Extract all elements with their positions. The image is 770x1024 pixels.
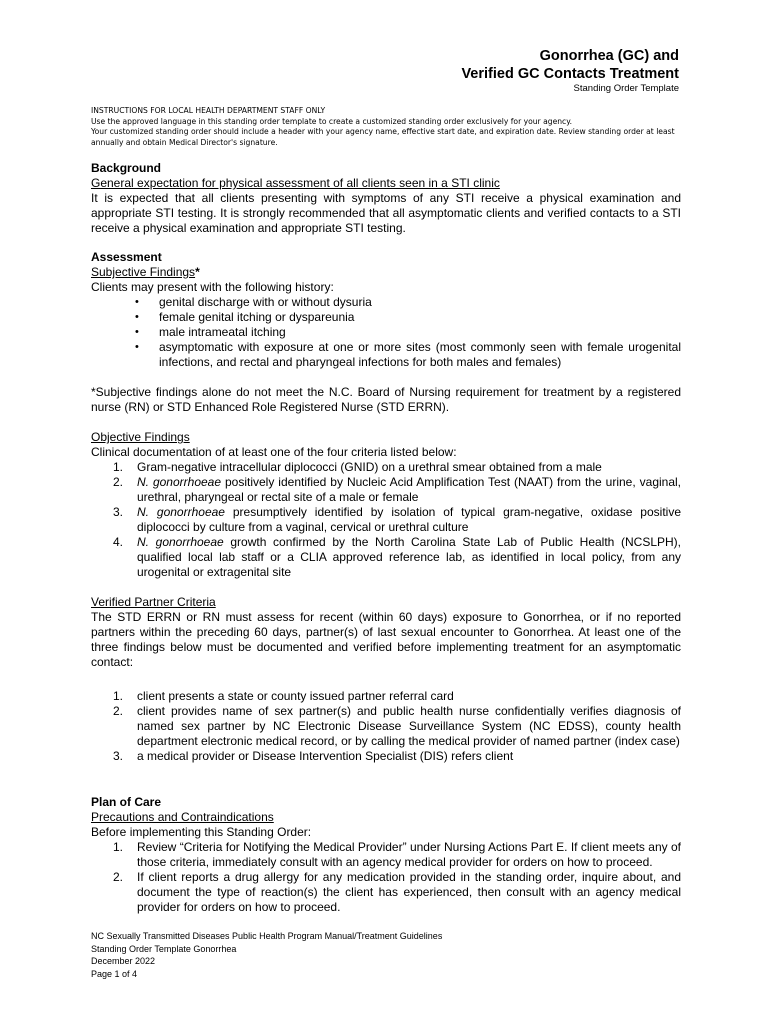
list-item [91, 749, 681, 764]
staff-instructions [91, 106, 681, 148]
bullet-icon: • [135, 341, 139, 353]
partner-item-text: client provides name of sex partner(s) and public health nurse confidentially verifies diagnosis of named sex partner by NC Electronic Disease Surveillance System (NC EDSS), county health department electronic medical record, or by calling the medical provider of named partner (index case) [137, 704, 681, 748]
partner-item-text: a medical provider or Disease Intervention Specialist (DIS) refers client [137, 749, 514, 763]
plan-item-text: Review “Criteria for Notifying the Medical Provider” under Nursing Actions Part E. If client meets any of those criteria, immediately consult with an agency medical provider for orders on how to proceed. [137, 840, 681, 869]
document-title-line1: Gonorrhea (GC) and [539, 48, 679, 64]
bullet-icon: • [135, 326, 139, 338]
organism-name: N. gonorrhoeae [137, 535, 224, 549]
list-item [91, 340, 681, 370]
item-number: 2. [113, 870, 124, 884]
item-number: 3. [113, 505, 124, 519]
subjective-findings-heading [91, 265, 681, 280]
instructions-line2: Your customized standing order should include a header with your agency name, effective start date, and expiration date. Review standing order at least annually and obtain Medical Director's signature. [91, 127, 675, 147]
item-number: 1. [113, 460, 124, 474]
document-title-line2: Verified GC Contacts Treatment [461, 66, 679, 82]
verified-partner-heading: Verified Partner Criteria [91, 595, 216, 609]
subjective-findings-label: Subjective Findings [91, 265, 196, 279]
item-number: 1. [113, 689, 124, 703]
bullet-icon: • [135, 311, 139, 323]
subjective-item-text: asymptomatic with exposure at one or more sites (most commonly seen with female urogenital infections, and rectal and pharyngeal infections for both males and females) [159, 340, 681, 369]
organism-name: N. gonorrhoeae [137, 475, 222, 489]
subjective-note: *Subjective findings alone do not meet the N.C. Board of Nursing requirement for treatment by a registered nurse (RN) or STD Enhanced Role Registered Nurse (STD ERRN). [91, 385, 681, 414]
list-item [91, 325, 681, 340]
subjective-item-text: male intrameatal itching [159, 325, 286, 339]
bullet-icon: • [135, 296, 139, 308]
verified-partner-text: The STD ERRN or RN must assess for recent (within 60 days) exposure to Gonorrhea, or if no reported partners within the preceding 60 days, partner(s) of last sexual encounter to Gonorrhea. At least one of the three findings below must be documented and verified before implementing treatment for an asymptomatic contact: [91, 610, 681, 669]
list-item [91, 840, 681, 870]
list-item [91, 505, 681, 535]
list-item [91, 475, 681, 505]
footer-template: Standing Order Template Gonorrhea [91, 943, 237, 954]
plan-intro: Before implementing this Standing Order: [91, 825, 312, 839]
footer-date: December 2022 [91, 956, 156, 966]
organism-name: N. gonorrhoeae [137, 505, 225, 519]
plan-heading: Plan of Care [91, 795, 162, 809]
list-item [91, 870, 681, 915]
precautions-heading: Precautions and Contraindications [91, 810, 274, 824]
item-number: 2. [113, 475, 124, 489]
plan-of-care-section [91, 795, 681, 915]
list-item [91, 689, 681, 704]
list-item [91, 310, 681, 325]
objective-findings-heading: Objective Findings [91, 430, 190, 444]
background-section [91, 161, 681, 236]
objective-item-text: presumptively identified by isolation of typical gram-negative, oxidase positive diplococci by culture from a vaginal, cervical or urethral culture [137, 505, 681, 534]
background-subheading: General expectation for physical assessment of all clients seen in a STI clinic [91, 176, 500, 190]
item-number: 4. [113, 535, 124, 549]
list-item [91, 460, 681, 475]
document-subtitle: Standing Order Template [573, 83, 679, 94]
objective-item-text: positively identified by Nucleic Acid Amplification Test (NAAT) from the urine, vaginal, urethral, pharyngeal or rectal site of a male or female [137, 475, 682, 504]
partner-item-text: client presents a state or county issued partner referral card [137, 689, 454, 703]
assessment-heading: Assessment [91, 250, 162, 264]
instructions-line1: Use the approved language in this standing order template to create a customized standing order exclusively for your agency. [91, 116, 573, 126]
plan-item-text: If client reports a drug allergy for any medication provided in the standing order, inquire about, and document the type of reaction(s) the client has experienced, then consult with an agency medical provider for orders on how to proceed. [137, 870, 681, 914]
subjective-item-text: genital discharge with or without dysuria [159, 295, 372, 309]
background-heading: Background [91, 161, 162, 175]
assessment-section [91, 250, 681, 764]
objective-item-text: growth confirmed by the North Carolina State Lab of Public Health (NCSLPH), qualified local lab staff or a CLIA approved reference lab, as identified in local policy, from any urogenital or extragenital site [137, 535, 682, 579]
list-item [91, 295, 681, 310]
objective-item-text: Gram-negative intracellular diplococci (GNID) on a urethral smear obtained from a male [137, 460, 602, 474]
page-footer [91, 930, 442, 980]
item-number: 2. [113, 704, 124, 718]
instructions-heading: INSTRUCTIONS FOR LOCAL HEALTH DEPARTMENT STAFF ONLY [91, 106, 326, 115]
list-item [91, 535, 681, 580]
background-text: It is expected that all clients presenting with symptoms of any STI receive a physical examination and appropriate STI testing. It is strongly recommended that all asymptomatic clients and verified contacts to a STI receive a physical examination and appropriate STI testing. [91, 191, 681, 235]
subjective-item-text: female genital itching or dyspareunia [159, 310, 355, 324]
objective-intro: Clinical documentation of at least one of the four criteria listed below: [91, 445, 457, 459]
item-number: 1. [113, 840, 124, 854]
footer-page-number: Page 1 of 4 [91, 968, 138, 979]
subjective-findings-mark: * [195, 265, 200, 279]
list-item [91, 704, 681, 749]
item-number: 3. [113, 749, 124, 763]
footer-program: NC Sexually Transmitted Diseases Public Health Program Manual/Treatment Guidelines [91, 931, 443, 941]
subjective-intro: Clients may present with the following history: [91, 280, 334, 294]
